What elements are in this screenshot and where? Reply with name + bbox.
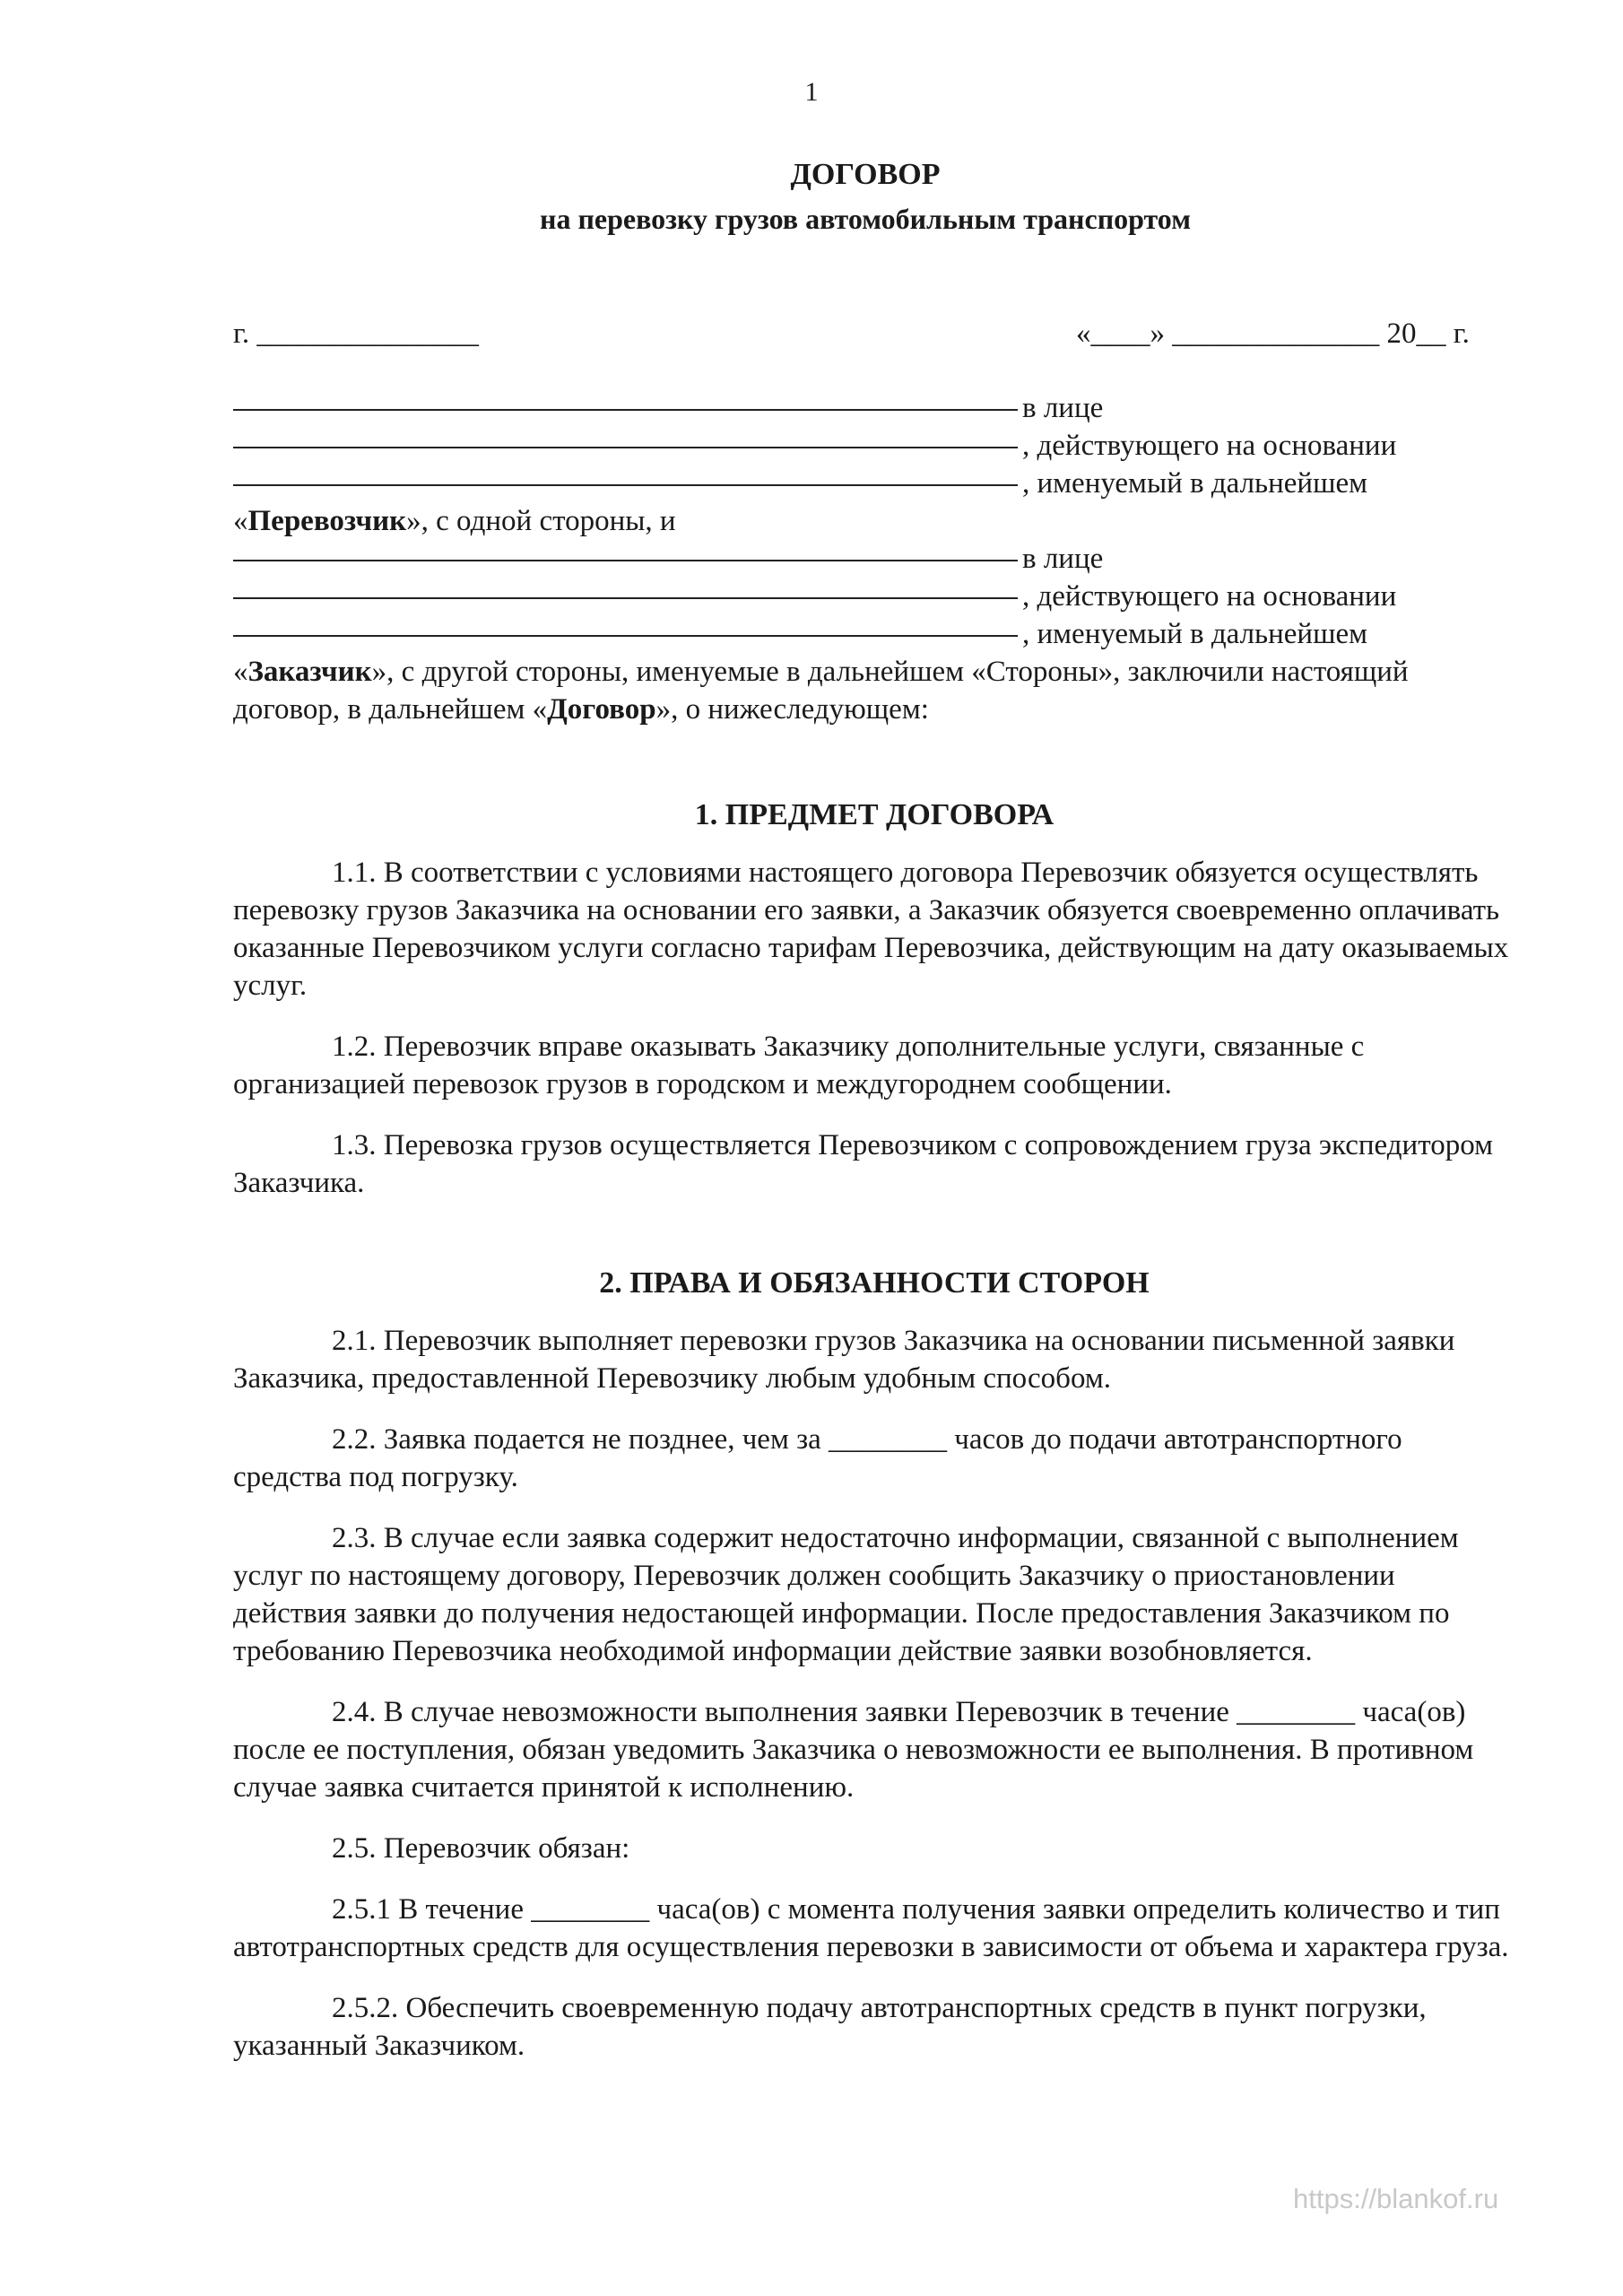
section-2-heading: 2. ПРАВА И ОБЯЗАННОСТИ СТОРОН bbox=[599, 1266, 1150, 1300]
page-number: 1 bbox=[804, 77, 819, 107]
section-2-body bbox=[233, 1322, 1515, 2065]
carrier-line-1-tail: в лице bbox=[1022, 392, 1104, 424]
customer-line-1 bbox=[233, 540, 1515, 578]
clause-1-1: 1.1. В соответствии с условиями настоящего договора Перевозчик обязуется осуществлять перевозку грузов Заказчика на основании его заявки, а Заказчик обязуется своевременно оплачивать оказанные Перевозчиком услуги согласно тарифам Перевозчика, действующим на дату оказываемых услуг. bbox=[233, 857, 1509, 1002]
clause-2-3: 2.3. В случае если заявка содержит недостаточно информации, связанной с выполнением услуг по настоящему договору, Перевозчик должен сообщить Заказчику о приостановлении действия заявки до получения недостающей информации. После предоставления Заказчиком по требованию Перевозчика необходимой информации действие заявки возобновляется. bbox=[233, 1522, 1459, 1667]
contract-word: Договор bbox=[547, 693, 656, 726]
customer-line-2 bbox=[233, 578, 1515, 615]
carrier-line-1 bbox=[233, 389, 1515, 427]
customer-line-2-tail: , действующего на основании bbox=[1022, 580, 1397, 613]
section-1-heading: 1. ПРЕДМЕТ ДОГОВОРА bbox=[694, 798, 1055, 831]
clause-2-5: 2.5. Перевозчик обязан: bbox=[332, 1832, 630, 1865]
date-field: «____» ______________ 20__ г. bbox=[1076, 317, 1470, 350]
customer-role-paragraph: «Заказчик», с другой стороны, именуемые в дальнейшем «Стороны», заключили настоящий договор, в дальнейшем «Договор», о нижеследующем: bbox=[233, 656, 1409, 726]
clause-1-3: 1.3. Перевозка грузов осуществляется Перевозчиком с сопровождением груза экспедитором Заказчика. bbox=[233, 1129, 1493, 1199]
customer-line-3-tail: , именуемый в дальнейшем bbox=[1022, 618, 1368, 650]
carrier-line-3 bbox=[233, 465, 1515, 502]
section-1-body bbox=[233, 854, 1515, 1202]
carrier-line-2 bbox=[233, 427, 1515, 465]
customer-line-3 bbox=[233, 615, 1515, 653]
carrier-role-line: «Перевозчик», с одной стороны, и bbox=[233, 505, 676, 537]
customer-role: Заказчик bbox=[247, 656, 372, 688]
carrier-role: Перевозчик bbox=[247, 505, 407, 537]
customer-closing: », о нижеследующем: bbox=[655, 693, 929, 726]
carrier-line-2-tail: , действующего на основании bbox=[1022, 430, 1397, 462]
customer-role-suffix: », с другой стороны, именуемые в дальнейшем «Стороны», заключили настоящий договор, в дальнейшем « bbox=[233, 656, 1409, 726]
customer-line-1-tail: в лице bbox=[1022, 543, 1104, 575]
carrier-line-3-tail: , именуемый в дальнейшем bbox=[1022, 467, 1368, 500]
clause-1-2: 1.2. Перевозчик вправе оказывать Заказчику дополнительные услуги, связанные с организацией перевозок грузов в городском и междугороднем сообщении. bbox=[233, 1031, 1365, 1100]
clause-2-5-2: 2.5.2. Обеспечить своевременную подачу автотранспортных средств в пункт погрузки, указанный Заказчиком. bbox=[233, 1992, 1427, 2062]
clause-2-4: 2.4. В случае невозможности выполнения заявки Перевозчик в течение ________ часа(ов) после ее поступления, обязан уведомить Заказчика о невозможности ее выполнения. В противном случае заявка считается принятой к исполнению. bbox=[233, 1696, 1474, 1804]
carrier-role-suffix: », с одной стороны, и bbox=[406, 505, 676, 537]
document-subtitle: на перевозку грузов автомобильным транспортом bbox=[540, 203, 1191, 235]
clause-2-1: 2.1. Перевозчик выполняет перевозки грузов Заказчика на основании письменной заявки Заказчика, предоставленной Перевозчику любым удобным способом. bbox=[233, 1325, 1455, 1395]
clause-2-5-1: 2.5.1 В течение ________ часа(ов) с момента получения заявки определить количество и тип автотранспортных средств для осуществления перевозки в зависимости от объема и характера груза. bbox=[233, 1893, 1509, 1963]
clause-2-2: 2.2. Заявка подается не позднее, чем за ________ часов до подачи автотранспортного средства под погрузку. bbox=[233, 1423, 1402, 1493]
document-title: ДОГОВОР bbox=[790, 158, 941, 191]
watermark-link[interactable]: https://blankof.ru bbox=[1293, 2183, 1499, 2214]
parties-block bbox=[233, 389, 1515, 728]
city-field: г. _______________ bbox=[233, 317, 479, 350]
